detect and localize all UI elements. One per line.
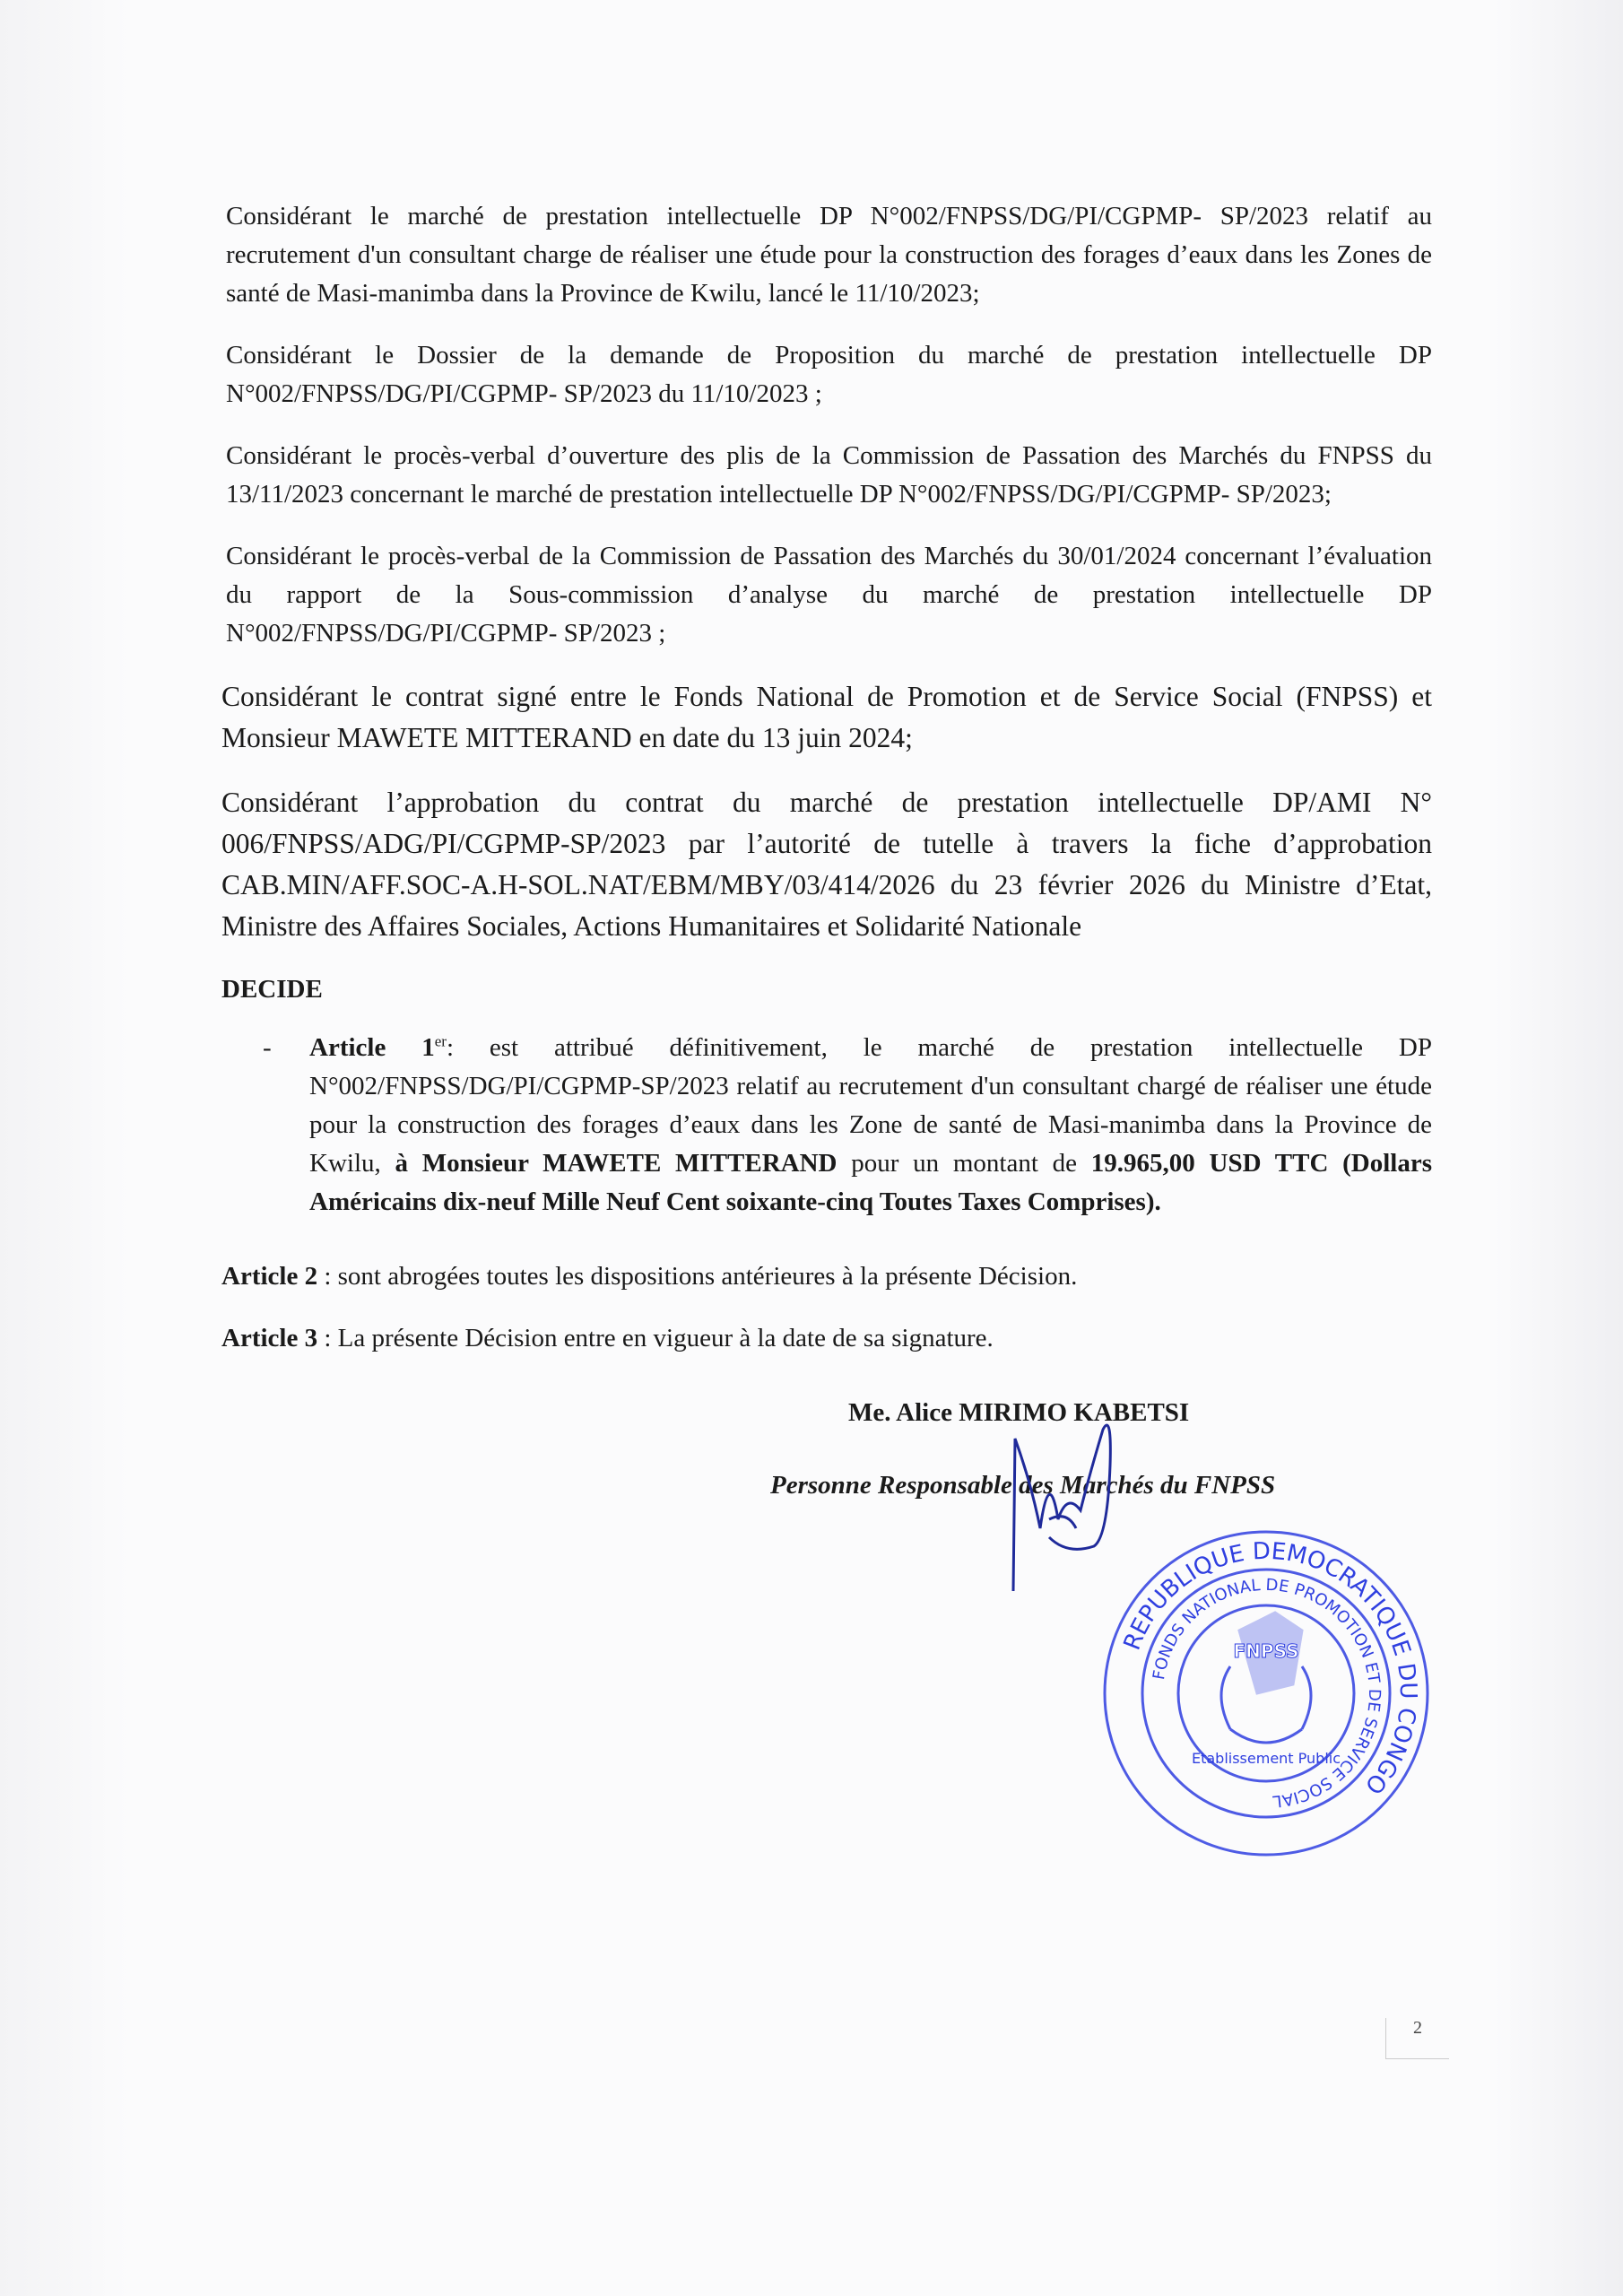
article-1 xyxy=(309,1029,1432,1222)
article-1-amount: 19.965,00 USD TTC (Dollars Américains dix-neuf Mille Neuf Cent soixante-cinq Toutes Taxes Comprises). xyxy=(309,1149,1432,1216)
article-2-text: : sont abrogées toutes les dispositions antérieures à la présente Décision. xyxy=(317,1262,1078,1291)
signature-block xyxy=(221,1394,1432,1505)
article-1-beneficiary: à Monsieur MAWETE MITTERAND xyxy=(395,1149,838,1178)
signature xyxy=(995,1412,1157,1600)
decide-heading: DECIDE xyxy=(221,975,323,1004)
article-3-label: Article 3 xyxy=(221,1324,318,1352)
considerant-5: Considérant le contrat signé entre le Fonds National de Promotion et de Service Social (FNPSS) et Monsieur MAWETE MITTERAND en date du 13 juin 2024; xyxy=(221,681,1432,753)
considerant-6: Considérant l’approbation du contrat du marché de prestation intellectuelle DP/AMI N° 006/FNPSS/ADG/PI/CGPMP-SP/2023 par l’autorité de tutelle à travers la fiche d’approbation CAB.MIN/AFF.SOC-A.H-SOL.NAT/EBM/MBY/03/414/2026 du 23 février 2026 du Ministre d’Etat, Ministre des Affaires Sociales, Actions Humanitaires et Solidarité Nationale xyxy=(221,787,1432,942)
stamp-inner-text: FONDS NATIONAL DE PROMOTION ET DE SERVICE SOCIAL xyxy=(1150,1575,1384,1811)
article-1-sup: er xyxy=(434,1032,447,1050)
list-dash: - xyxy=(263,1033,272,1062)
stamp-outer-text: REPUBLIQUE DEMOCRATIQUE DU CONGO xyxy=(1118,1537,1422,1799)
considerant-1: Considérant le marché de prestation intellectuelle DP N°002/FNPSS/DG/PI/CGPMP- SP/2023 relatif au recrutement d'un consultant charge de réaliser une étude pour la construction des forages d’eaux dans les Zones de santé de Masi-manimba dans la Province de Kwilu, lancé le 11/10/2023; xyxy=(226,202,1432,308)
considerant-3: Considérant le procès-verbal d’ouverture des plis de la Commission de Passation des Marchés du FNPSS du 13/11/2023 concernant le marché de prestation intellectuelle DP N°002/FNPSS/DG/PI/CGPMP- SP/2023; xyxy=(226,441,1432,509)
considerant-2: Considérant le Dossier de la demande de Proposition du marché de prestation intellectuelle DP N°002/FNPSS/DG/PI/CGPMP- SP/2023 du 11/10/2023 ; xyxy=(226,341,1432,408)
article-1-text: : est attribué définitivement, le marché de prestation intellectuelle DP N°002/FNPSS/DG/PI/CGPMP-SP/2023 relatif au recrutement d'un consultant chargé de réaliser une étude pour la construction des forages d’eaux dans les Zone de santé de Masi-manimba dans la Province de Kwilu, xyxy=(309,1033,1432,1178)
signatory-name: Me. Alice MIRIMO KABETSI xyxy=(848,1398,1190,1427)
considerant-4: Considérant le procès-verbal de la Commission de Passation des Marchés du 30/01/2024 concernant l’évaluation du rapport de la Sous-commission d’analyse du marché de prestation intellectuelle DP N°002/FNPSS/DG/PI/CGPMP- SP/2023 ; xyxy=(226,542,1432,648)
article-1-item xyxy=(221,1029,1432,1222)
article-3-text: : La présente Décision entre en vigueur à la date de sa signature. xyxy=(317,1324,994,1352)
signatory-role: Personne Responsable des Marchés du FNPSS xyxy=(770,1471,1276,1500)
stamp-bottom-text: Etablissement Public xyxy=(1191,1750,1341,1767)
document-body xyxy=(221,197,1432,1864)
article-1-label: Article 1 xyxy=(309,1033,435,1062)
article-1-text-2: pour un montant de xyxy=(837,1149,1091,1178)
stamp-center-text: FNPSS xyxy=(1233,1640,1299,1662)
page-number: 2 xyxy=(1385,2018,1449,2059)
article-2-label: Article 2 xyxy=(221,1262,318,1291)
article-3 xyxy=(221,1319,1432,1358)
article-2 xyxy=(221,1257,1432,1296)
svg-text:FONDS NATIONAL DE PROMOTION ET xyxy=(1150,1576,1384,1811)
